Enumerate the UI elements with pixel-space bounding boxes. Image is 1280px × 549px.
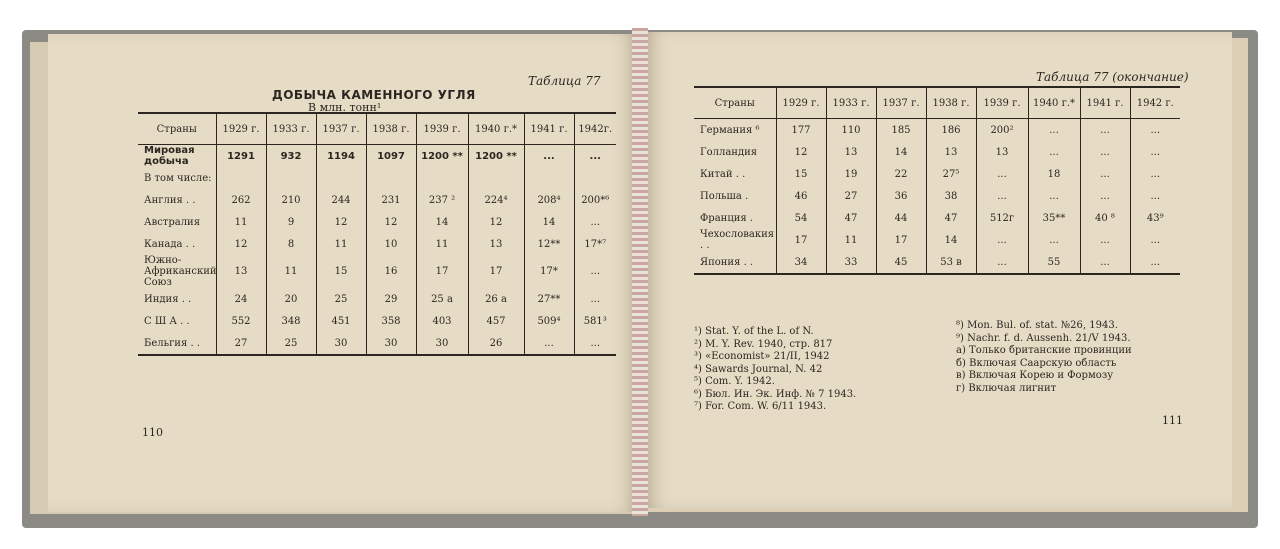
value-cell: 509⁴ <box>524 310 574 332</box>
value-cell: 403 <box>416 310 468 332</box>
value-cell: ... <box>1130 119 1180 142</box>
column-header-year: 1942 г. <box>1130 87 1180 119</box>
value-cell: 210 <box>266 189 316 211</box>
value-cell: 8 <box>266 233 316 255</box>
footnote: ⁶) Бюл. Ин. Эк. Инф. № 7 1943. <box>694 388 857 400</box>
footnote: г) Включая лигнит <box>956 382 1057 394</box>
table-number: Таблица 77 <box>528 74 601 88</box>
value-cell: 53 в <box>926 251 976 274</box>
column-header-year: 1942г. <box>574 113 616 145</box>
country-cell: Индия . . <box>144 293 192 305</box>
value-cell: 1200 ** <box>416 145 468 168</box>
value-cell <box>366 167 416 189</box>
column-header-year: 1929 г. <box>216 113 266 145</box>
value-cell: 1200 ** <box>468 145 524 168</box>
column-header-year: 1937 г. <box>316 113 366 145</box>
value-cell: ... <box>1080 119 1130 142</box>
value-cell: 13 <box>826 141 876 163</box>
table-row <box>138 211 616 233</box>
table-row <box>138 332 616 355</box>
value-cell: 17 <box>876 229 926 251</box>
table-row <box>138 288 616 310</box>
country-cell: Бельгия . . <box>138 332 216 355</box>
value-cell: 552 <box>216 310 266 332</box>
value-cell: 10 <box>366 233 416 255</box>
column-header-year: 1933 г. <box>266 113 316 145</box>
value-cell: ... <box>1080 141 1130 163</box>
value-cell: 12 <box>316 211 366 233</box>
value-cell: ... <box>1028 229 1080 251</box>
value-cell: 200² <box>976 119 1028 142</box>
column-header-year: 1939 г. <box>416 113 468 145</box>
value-cell: ... <box>1028 185 1080 207</box>
book-spine <box>632 28 648 516</box>
value-cell: 11 <box>416 233 468 255</box>
country-cell: Канада . . <box>144 238 196 250</box>
footnotes-left <box>694 326 856 414</box>
table-title: ДОБЫЧА КАМЕННОГО УГЛЯ <box>272 88 476 102</box>
table-row <box>694 141 1180 163</box>
country-cell: Чехословакия . . <box>700 229 775 251</box>
footnote: а) Только британские провинции <box>956 345 1132 356</box>
value-cell: 25 <box>316 288 366 310</box>
country-cell: Англия . . <box>144 194 196 206</box>
value-cell: ... <box>574 332 616 355</box>
value-cell: ... <box>1028 119 1080 142</box>
footnote: ³) «Economist» 21/II, 1942 <box>694 351 830 362</box>
value-cell: 186 <box>926 119 976 142</box>
table-header-row <box>138 113 616 145</box>
value-cell: ... <box>524 145 574 168</box>
value-cell: 27⁵ <box>926 163 976 185</box>
footnote: ⁴) Sawards Journal, N. 42 <box>694 363 823 375</box>
table-row <box>138 255 616 288</box>
footnote: ²) M. Y. Rev. 1940, стр. 817 <box>694 338 833 350</box>
value-cell: ... <box>976 163 1028 185</box>
table-row <box>694 229 1180 251</box>
value-cell: 12 <box>216 233 266 255</box>
value-cell <box>316 167 366 189</box>
column-header-year: 1941 г. <box>524 113 574 145</box>
country-cell: Австралия <box>144 216 201 228</box>
value-cell: 17 <box>468 255 524 288</box>
value-cell: 11 <box>266 255 316 288</box>
column-header-year: 1938 г. <box>366 113 416 145</box>
value-cell <box>574 167 616 189</box>
value-cell: ... <box>976 185 1028 207</box>
value-cell: 17*⁷ <box>574 233 616 255</box>
value-cell: ... <box>1130 185 1180 207</box>
value-cell: 13 <box>468 233 524 255</box>
value-cell: 12 <box>366 211 416 233</box>
value-cell: 27** <box>524 288 574 310</box>
value-cell: 33 <box>826 251 876 274</box>
column-header-year: 1933 г. <box>826 87 876 119</box>
country-cell: Южно-Африканский Союз <box>144 255 217 288</box>
value-cell: 110 <box>826 119 876 142</box>
value-cell <box>416 167 468 189</box>
value-cell: 19 <box>826 163 876 185</box>
value-cell: 44 <box>876 207 926 229</box>
footnote: в) Включая Корею и Формозу <box>956 370 1114 381</box>
value-cell: 47 <box>826 207 876 229</box>
value-cell <box>524 167 574 189</box>
footnote: ⁷) For. Com. W. 6/11 1943. <box>694 401 827 412</box>
value-cell: 1291 <box>216 145 266 168</box>
value-cell: 13 <box>216 255 266 288</box>
value-cell: 14 <box>524 211 574 233</box>
value-cell: 46 <box>776 185 826 207</box>
value-cell: 22 <box>876 163 926 185</box>
value-cell: 17 <box>416 255 468 288</box>
column-header-year: 1937 г. <box>876 87 926 119</box>
value-cell: 34 <box>776 251 826 274</box>
value-cell: 12 <box>468 211 524 233</box>
column-header-year: 1939 г. <box>976 87 1028 119</box>
value-cell: 358 <box>366 310 416 332</box>
value-cell: 224⁴ <box>468 189 524 211</box>
footnotes-right <box>956 320 1132 395</box>
left-data-table <box>138 112 616 356</box>
country-cell: Мировая добыча <box>144 145 195 167</box>
value-cell: ... <box>1130 251 1180 274</box>
value-cell: 11 <box>216 211 266 233</box>
value-cell: 30 <box>316 332 366 355</box>
value-cell: 262 <box>216 189 266 211</box>
value-cell: 25 а <box>416 288 468 310</box>
value-cell: ... <box>1130 141 1180 163</box>
value-cell: 24 <box>216 288 266 310</box>
footnote: ¹) Stat. Y. of the L. of N. <box>694 326 814 337</box>
column-header-year: 1941 г. <box>1080 87 1130 119</box>
value-cell: 581³ <box>574 310 616 332</box>
country-cell: Голландия <box>700 146 758 158</box>
value-cell: 348 <box>266 310 316 332</box>
value-cell: 20 <box>266 288 316 310</box>
table-row <box>138 189 616 211</box>
value-cell: 451 <box>316 310 366 332</box>
column-header-year: 1929 г. <box>776 87 826 119</box>
value-cell: 244 <box>316 189 366 211</box>
table-row <box>138 233 616 255</box>
value-cell: 177 <box>776 119 826 142</box>
value-cell: 17 <box>776 229 826 251</box>
value-cell: ... <box>1080 185 1130 207</box>
value-cell: 512г <box>976 207 1028 229</box>
value-cell: ... <box>574 288 616 310</box>
table-row <box>138 145 616 168</box>
column-header-country: Страны <box>138 113 216 145</box>
country-cell: С Ш А . . <box>144 315 190 327</box>
value-cell: 12 <box>776 141 826 163</box>
value-cell: 15 <box>776 163 826 185</box>
value-cell: 11 <box>826 229 876 251</box>
value-cell: 14 <box>926 229 976 251</box>
value-cell: 26 а <box>468 288 524 310</box>
value-cell: 29 <box>366 288 416 310</box>
value-cell: 12** <box>524 233 574 255</box>
value-cell: ... <box>1028 141 1080 163</box>
column-header-year: 1938 г. <box>926 87 976 119</box>
value-cell: 43⁹ <box>1130 207 1180 229</box>
value-cell: 38 <box>926 185 976 207</box>
value-cell: 26 <box>468 332 524 355</box>
column-header-country: Страны <box>694 87 776 119</box>
value-cell: ... <box>1080 163 1130 185</box>
table-row <box>694 251 1180 274</box>
value-cell: 27 <box>826 185 876 207</box>
value-cell: ... <box>1130 229 1180 251</box>
value-cell: 208⁴ <box>524 189 574 211</box>
value-cell: 16 <box>366 255 416 288</box>
value-cell: 25 <box>266 332 316 355</box>
right-data-table <box>694 86 1180 275</box>
column-header-year: 1940 г.* <box>468 113 524 145</box>
country-cell: Германия ⁶ <box>700 124 760 136</box>
value-cell: ... <box>574 211 616 233</box>
value-cell <box>266 167 316 189</box>
value-cell: ... <box>574 145 616 168</box>
table-row <box>694 207 1180 229</box>
value-cell: ... <box>1080 229 1130 251</box>
value-cell: ... <box>1130 163 1180 185</box>
value-cell: 9 <box>266 211 316 233</box>
value-cell <box>468 167 524 189</box>
value-cell: ... <box>976 251 1028 274</box>
value-cell: ... <box>574 255 616 288</box>
value-cell: 17* <box>524 255 574 288</box>
value-cell: 13 <box>926 141 976 163</box>
table-row <box>694 185 1180 207</box>
footnote: ⁵) Com. Y. 1942. <box>694 376 775 387</box>
country-cell: В том числе: <box>144 172 212 184</box>
country-cell: Китай . . <box>700 168 746 180</box>
table-number: Таблица 77 (окончание) <box>1036 70 1189 84</box>
value-cell: 14 <box>416 211 468 233</box>
country-cell: Польша . <box>700 190 749 202</box>
value-cell: 185 <box>876 119 926 142</box>
table-subtitle: В млн. тонн¹ <box>308 101 382 114</box>
table-row <box>694 119 1180 142</box>
value-cell: 11 <box>316 233 366 255</box>
value-cell: 1194 <box>316 145 366 168</box>
country-cell: Япония . . <box>694 251 776 274</box>
value-cell: 47 <box>926 207 976 229</box>
value-cell: 932 <box>266 145 316 168</box>
value-cell: 30 <box>366 332 416 355</box>
value-cell: 231 <box>366 189 416 211</box>
footnote: б) Включая Саарскую область <box>956 357 1117 369</box>
table-row <box>138 310 616 332</box>
value-cell: ... <box>976 229 1028 251</box>
value-cell <box>216 167 266 189</box>
value-cell: 35** <box>1028 207 1080 229</box>
column-header-year: 1940 г.* <box>1028 87 1080 119</box>
value-cell: 15 <box>316 255 366 288</box>
table-header-row <box>694 87 1180 119</box>
value-cell: 14 <box>876 141 926 163</box>
value-cell: 237 ² <box>416 189 468 211</box>
footnote: ⁹) Nachr. f. d. Aussenh. 21/V 1943. <box>956 332 1131 344</box>
table-row <box>694 163 1180 185</box>
table-row <box>138 167 616 189</box>
value-cell: 30 <box>416 332 468 355</box>
value-cell: 1097 <box>366 145 416 168</box>
value-cell: 55 <box>1028 251 1080 274</box>
country-cell: Франция . <box>700 212 754 224</box>
value-cell: 27 <box>216 332 266 355</box>
value-cell: 36 <box>876 185 926 207</box>
value-cell: ... <box>1080 251 1130 274</box>
value-cell: 13 <box>976 141 1028 163</box>
footnote: ⁸) Mon. Bul. of. stat. №26, 1943. <box>956 320 1118 331</box>
value-cell: 200*⁶ <box>574 189 616 211</box>
page-number-left: 110 <box>142 426 163 439</box>
value-cell: 45 <box>876 251 926 274</box>
value-cell: 18 <box>1028 163 1080 185</box>
value-cell: 54 <box>776 207 826 229</box>
value-cell: ... <box>524 332 574 355</box>
value-cell: 40 ⁸ <box>1080 207 1130 229</box>
page-number-right: 111 <box>1162 414 1183 427</box>
value-cell: 457 <box>468 310 524 332</box>
